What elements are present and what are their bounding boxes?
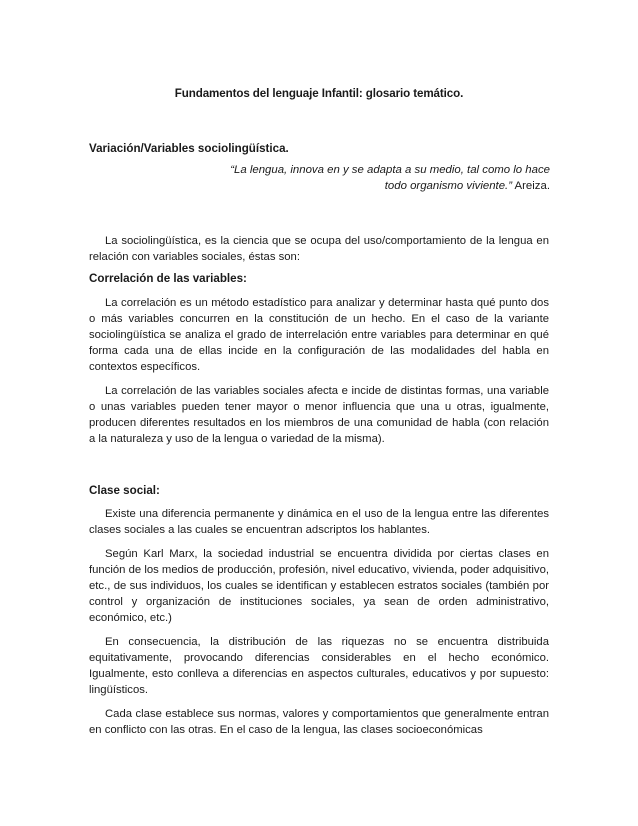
paragraph-clase-4: Cada clase establece sus normas, valores y comportamientos que generalmente entran en conflicto con las otras. En el caso de la lengua, las clases socioeconómicas <box>89 708 549 736</box>
quote-line-1: “La lengua, innova en y se adapta a su medio, tal como lo hace <box>230 164 550 176</box>
paragraph-clase-1: Existe una diferencia permanente y dinámica en el uso de la lengua entre las diferentes clases sociales a las cuales se encuentran adscriptos los hablantes. <box>89 508 549 536</box>
section-heading-clase-social: Clase social: <box>89 484 160 497</box>
paragraph-clase-3: En consecuencia, la distribución de las riquezas no se encuentra distribuida equitativamente, provocando diferencias considerables en el hecho económico. Igualmente, esto conlleva a diferencias en aspectos culturales, educativos y por supuesto: lingüísticos. <box>89 636 549 696</box>
paragraph-correlacion-2: La correlación de las variables sociales afecta e incide de distintas formas, una variable o unas variables pueden tener mayor o menor influencia que una u otras, igualmente, producen diferentes resultados en los miembros de una comunidad de habla (con relación a la naturaleza y uso de la lengua o variedad de la misma). <box>89 385 549 445</box>
epigraph-quote <box>210 162 550 194</box>
section-heading-correlacion: Correlación de las variables: <box>89 272 247 285</box>
paragraph-intro: La sociolingüística, es la ciencia que se ocupa del uso/comportamiento de la lengua en relación con variables sociales, éstas son: <box>89 235 549 263</box>
document-title: Fundamentos del lenguaje Infantil: glosario temático. <box>174 87 464 100</box>
paragraph-correlacion-1: La correlación es un método estadístico para analizar y determinar hasta qué punto dos o más variables concurren en la constitución de un hecho. En el caso de la variante sociolingüística se analiza el grado de interrelación entre variables para determinar en qué forma cada una de ellas incide en la configuración de las modalidades del habla en contextos específicos. <box>89 297 549 373</box>
quote-line-2: todo organismo viviente.” <box>384 180 512 192</box>
quote-author: Areiza. <box>512 180 550 192</box>
paragraph-clase-2: Según Karl Marx, la sociedad industrial se encuentra dividida por ciertas clases en función de los medios de producción, profesión, nivel educativo, vivienda, poder adquisitivo, etc., de sus individuos, los cuales se identifican y establecen estratos sociales (también por control y organización de instituciones sociales, ya sean de orden administrativo, económico, etc.) <box>89 548 549 624</box>
section-heading-variacion: Variación/Variables sociolingüística. <box>89 142 289 155</box>
